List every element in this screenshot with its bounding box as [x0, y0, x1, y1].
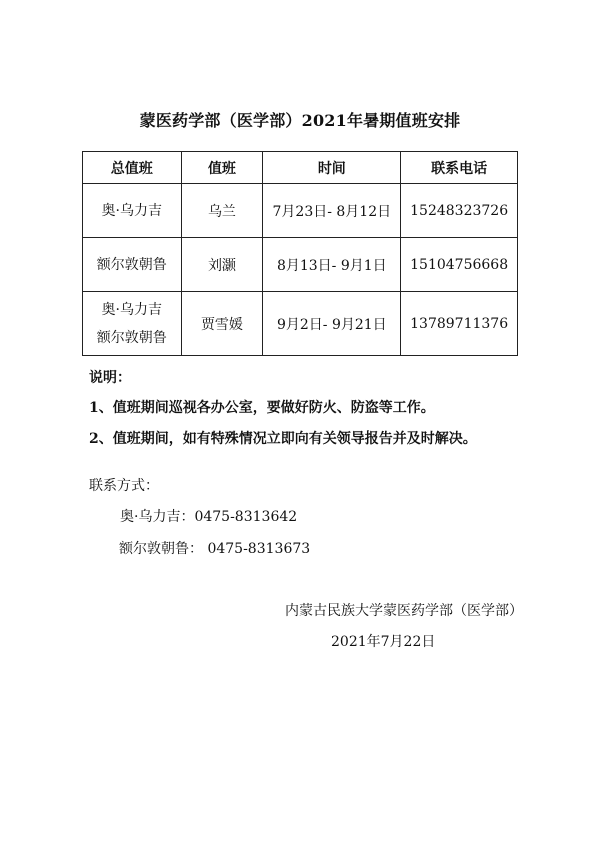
table-row	[83, 238, 518, 292]
table-header-row	[83, 152, 518, 184]
chief-duty-name: 额尔敦朝鲁	[96, 329, 167, 346]
signature-date: 2021年7月22日	[331, 634, 436, 650]
header-phone: 联系电话	[401, 152, 518, 184]
header-duty: 值班	[181, 152, 263, 184]
chief-duty-name: 额尔敦朝鲁	[96, 256, 167, 273]
contact-title: 联系方式：	[89, 478, 159, 494]
duty-cell: 刘灏	[181, 238, 263, 292]
document-title: 蒙医药学部（医学部）2021年暑期值班安排	[139, 111, 461, 130]
duty-cell: 乌兰	[181, 184, 263, 238]
time-cell: 9月2日- 9月21日	[263, 292, 401, 356]
duty-cell: 贾雪媛	[181, 292, 263, 356]
time-cell: 7月23日- 8月12日	[263, 184, 401, 238]
signature-organization: 内蒙古民族大学蒙医药学部（医学部）	[285, 603, 523, 619]
table-row	[83, 184, 518, 238]
table-row	[83, 292, 518, 356]
phone-cell: 13789711376	[401, 292, 518, 356]
chief-duty-cell	[83, 292, 182, 356]
time-cell: 8月13日- 9月1日	[263, 238, 401, 292]
header-chief-duty: 总值班	[83, 152, 182, 184]
phone-cell: 15248323726	[401, 184, 518, 238]
chief-duty-name: 奥·乌力吉	[101, 202, 162, 219]
phone-cell: 15104756668	[401, 238, 518, 292]
chief-duty-cell	[83, 184, 182, 238]
duty-schedule-table	[82, 151, 518, 356]
chief-duty-name: 奥·乌力吉	[101, 301, 162, 318]
notes-title: 说明：	[89, 370, 131, 386]
note-item: 2、值班期间，如有特殊情况立即向有关领导报告并及时解决。	[89, 431, 477, 447]
chief-duty-cell	[83, 238, 182, 292]
header-time: 时间	[263, 152, 401, 184]
note-item: 1、值班期间巡视各办公室，要做好防火、防盗等工作。	[89, 400, 435, 416]
contact-item: 额尔敦朝鲁： 0475-8313673	[119, 541, 311, 557]
contact-item: 奥·乌力吉：0475-8313642	[120, 509, 298, 525]
